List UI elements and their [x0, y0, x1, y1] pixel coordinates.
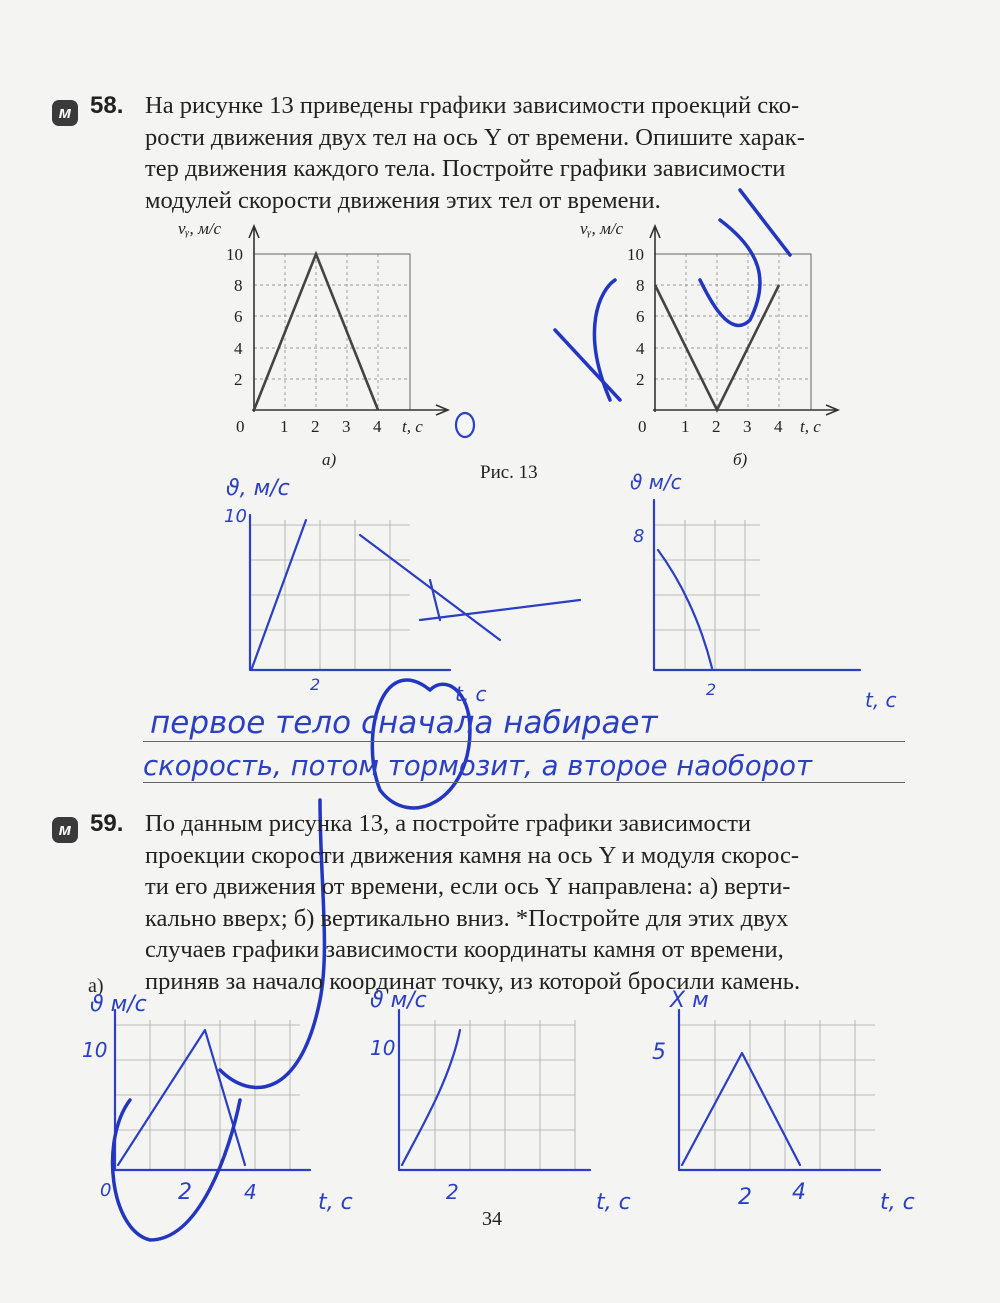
- text-line: По данным рисунка 13, а постройте графики зависимости: [145, 810, 752, 837]
- answer-rule: [143, 782, 905, 783]
- text-line: приняв за начало координат точку, из которой бросили камень.: [145, 967, 801, 995]
- text-line: случаев графики зависимости координаты камня от времени,: [145, 936, 784, 963]
- sub-label-b: б): [733, 450, 748, 469]
- x-label-a: t, с: [402, 417, 423, 436]
- y-tick: 8: [234, 276, 243, 295]
- hand-g1-x4: 4: [244, 1180, 257, 1204]
- hand-ylabel-1: ϑ, м/с: [226, 476, 290, 501]
- problem-59-text: [145, 808, 910, 997]
- student-graph-4: [399, 1010, 590, 1170]
- y-tick: 8: [636, 276, 645, 295]
- x-axis-b: [653, 405, 838, 415]
- hand-axis: [115, 1010, 310, 1170]
- x-label-b: t, с: [800, 417, 821, 436]
- hand-g3-yval: 5: [652, 1040, 666, 1065]
- hand-g3-x2: 2: [738, 1185, 752, 1210]
- hand-xlabel-2: t, c: [865, 688, 897, 712]
- answer-rule: [143, 741, 905, 742]
- text-line: кально вверх; б) вертикально вниз. *Постройте для этих двух: [145, 904, 789, 932]
- hand-xval-2: 2: [706, 680, 717, 699]
- x-tick: 0: [638, 417, 647, 436]
- y-tick: 10: [226, 245, 243, 264]
- text-line: модулей скорости движения этих тел от времени.: [145, 186, 661, 214]
- hand-curve: [252, 520, 306, 668]
- hand-g3-xlabel: t, c: [880, 1190, 915, 1215]
- hand-axis: [679, 1010, 880, 1170]
- hand-yval-2: 8: [633, 526, 645, 547]
- text-line: рости движения двух тел на ось Y от времени. Опишите харак-: [145, 123, 805, 151]
- problem-59-number: 59.: [90, 810, 124, 837]
- y-tick: 6: [636, 307, 645, 326]
- x-tick: 0: [236, 417, 245, 436]
- hand-g1-yval: 10: [82, 1038, 108, 1062]
- problem-58-number: 58.: [90, 92, 124, 119]
- y-label-b: vᵧ, м/с: [580, 219, 624, 238]
- x-tick: 4: [774, 417, 783, 436]
- grid-a: [254, 254, 410, 410]
- student-graph-1: [250, 515, 450, 670]
- text-line: проекции скорости движения камня на ось Y и модуля скорос-: [145, 841, 800, 869]
- x-axis-a: [252, 405, 448, 415]
- text-line: На рисунке 13 приведены графики зависимости проекций ско-: [145, 92, 800, 119]
- y-label-a: vᵧ, м/с: [178, 219, 222, 238]
- hand-g2-xlabel: t, c: [596, 1190, 631, 1215]
- x-tick: 1: [280, 417, 289, 436]
- hand-curve: [402, 1030, 460, 1165]
- hand-curve: [118, 1030, 245, 1165]
- x-tick: 2: [712, 417, 721, 436]
- figure-caption: Рис. 13: [480, 462, 538, 483]
- problem-59-sub-label: а): [88, 975, 104, 997]
- hand-xlabel-1: t, c: [455, 682, 487, 706]
- scribble: [360, 535, 580, 640]
- problem-59-badge: м: [52, 817, 78, 843]
- text-line: ти его движения от времени, если ось Y направлена: а) верти-: [145, 873, 791, 900]
- hand-g2-ylabel: ϑ м/с: [370, 988, 427, 1013]
- y-tick: 2: [234, 370, 243, 389]
- answer-line-2: скорость, потом тормозит, а второе наоборот: [143, 750, 812, 782]
- x-tick: 3: [342, 417, 351, 436]
- x-tick: 2: [311, 417, 320, 436]
- x-tick: 4: [373, 417, 382, 436]
- y-tick: 10: [627, 245, 644, 264]
- y-tick: 6: [234, 307, 243, 326]
- problem-58-badge: м: [52, 100, 78, 126]
- student-graph-3: [115, 1010, 310, 1170]
- hand-xval-1: 2: [310, 675, 321, 694]
- hand-g1-x2: 2: [178, 1180, 192, 1205]
- hand-g2-x2: 2: [446, 1180, 459, 1204]
- sub-label-a: а): [322, 450, 337, 469]
- y-tick: 4: [234, 339, 243, 358]
- hand-g3-x4: 4: [792, 1180, 806, 1205]
- x-tick: 3: [743, 417, 752, 436]
- student-graph-5: [679, 1010, 880, 1170]
- hand-ylabel-2: ϑ м/с: [630, 470, 682, 494]
- y-tick: 4: [636, 339, 645, 358]
- page-number: 34: [482, 1208, 502, 1230]
- y-tick: 2: [636, 370, 645, 389]
- hand-yval-1: 10: [224, 506, 247, 527]
- student-graph-2: [654, 500, 860, 670]
- hand-curve: [682, 1053, 800, 1165]
- hand-g1-xlabel: t, c: [318, 1190, 353, 1215]
- hand-g1-ylabel: ϑ м/с: [90, 992, 147, 1017]
- scribble-circle: [456, 413, 474, 437]
- text-line: тер движения каждого тела. Постройте графики зависимости: [145, 155, 786, 182]
- x-tick: 1: [681, 417, 690, 436]
- hand-g1-x0: 0: [100, 1180, 112, 1201]
- hand-g2-yval: 10: [370, 1036, 396, 1060]
- hand-g3-ylabel: X м: [670, 988, 709, 1013]
- answer-line-1: первое тело сначала набирает: [150, 705, 658, 741]
- hand-axis: [399, 1010, 590, 1170]
